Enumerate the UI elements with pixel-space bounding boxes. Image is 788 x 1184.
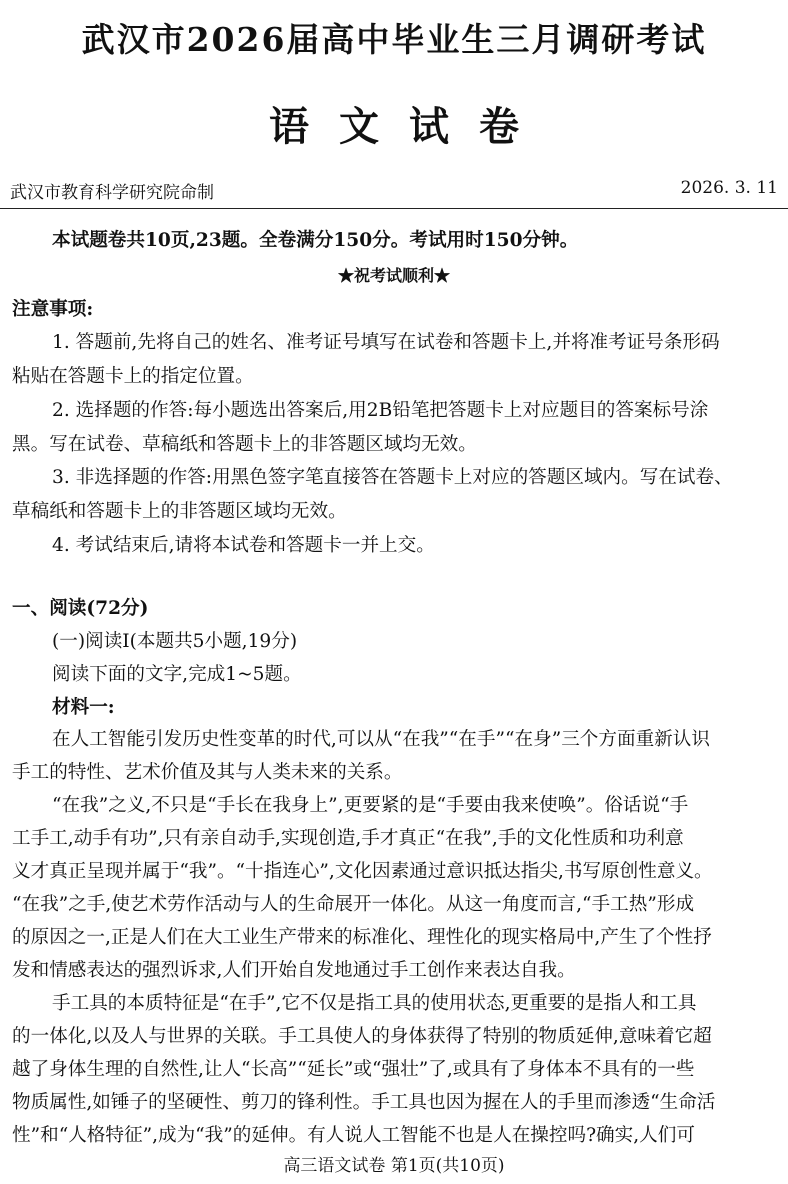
exam-info: 本试题卷共10页,23题。全卷满分150分。考试用时150分钟。 bbox=[52, 230, 579, 251]
notes-line: 3. 非选择题的作答:用黑色签字笔直接答在答题卡上对应的答题区域内。写在试卷、 bbox=[52, 467, 733, 488]
header-divider bbox=[0, 208, 788, 209]
section-subheading: (一)阅读Ⅰ(本题共5小题,19分) bbox=[52, 631, 298, 652]
passage-line: 手工的特性、艺术价值及其与人类未来的关系。 bbox=[12, 762, 403, 783]
notes-line: 草稿纸和答题卡上的非答题区域均无效。 bbox=[12, 501, 347, 522]
passage-line: 在人工智能引发历史性变革的时代,可以从“在我”“在手”“在身”三个方面重新认识 bbox=[52, 729, 710, 750]
notes-line: 4. 考试结束后,请将本试卷和答题卡一并上交。 bbox=[52, 535, 435, 556]
notes-line: 黑。写在试卷、草稿纸和答题卡上的非答题区域均无效。 bbox=[12, 434, 477, 455]
material-label: 材料一: bbox=[52, 697, 115, 718]
notes-line: 粘贴在答题卡上的指定位置。 bbox=[12, 366, 254, 387]
notes-heading: 注意事项: bbox=[12, 299, 94, 320]
passage-line: 工手工,动手有功”,只有亲自动手,实现创造,手才真正“在我”,手的文化性质和功利意 bbox=[12, 828, 684, 849]
passage-line: 发和情感表达的强烈诉求,人们开始自发地通过手工创作来表达自我。 bbox=[12, 960, 576, 981]
passage-line: 越了身体生理的自然性,让人“长高”“延长”或“强壮”了,或具有了身体本不具有的一些 bbox=[12, 1059, 695, 1080]
issuer-row bbox=[10, 178, 778, 203]
passage-line: 的一体化,以及人与世界的关联。手工具使人的身体获得了特别的物质延伸,意味着它超 bbox=[12, 1026, 712, 1047]
notes-line: 2. 选择题的作答:每小题选出答案后,用2B铅笔把答题卡上对应题目的答案标号涂 bbox=[52, 400, 709, 421]
blessing: ★祝考试顺利★ bbox=[337, 266, 450, 285]
issuer: 武汉市教育科学研究院命制 bbox=[10, 183, 214, 203]
passage-line: 手工具的本质特征是“在手”,它不仅是指工具的使用状态,更重要的是指人和工具 bbox=[52, 993, 697, 1014]
passage-line: “在我”之义,不只是“手长在我身上”,更要紧的是“手要由我来使唤”。俗话说“手 bbox=[52, 795, 689, 816]
passage-line: 的原因之一,正是人们在大工业生产带来的标准化、理性化的现实格局中,产生了个性抒 bbox=[12, 927, 712, 948]
subject-title: 语文试卷 bbox=[269, 103, 549, 150]
exam-main-title: 武汉市2026届高中毕业生三月调研考试 bbox=[81, 20, 707, 59]
passage-line: “在我”之手,使艺术劳作活动与人的生命展开一体化。从这一角度而言,“手工热”形成 bbox=[12, 894, 695, 915]
passage-line: 义才真正呈现并属于“我”。“十指连心”,文化因素通过意识抵达指尖,书写原创性意义。 bbox=[12, 861, 713, 882]
exam-date: 2026. 3. 11 bbox=[680, 178, 778, 198]
page-footer: 高三语文试卷 第1页(共10页) bbox=[283, 1156, 505, 1176]
passage-line: 物质属性,如锤子的坚硬性、剪刀的锋利性。手工具也因为握在人的手里而渗透“生命活 bbox=[12, 1092, 716, 1113]
section-heading: 一、阅读(72分) bbox=[12, 598, 149, 619]
notes-line: 1. 答题前,先将自己的姓名、准考证号填写在试卷和答题卡上,并将准考证号条形码 bbox=[52, 332, 720, 353]
section-instruction: 阅读下面的文字,完成1~5题。 bbox=[52, 664, 302, 685]
passage-line: 性”和“人格特征”,成为“我”的延伸。有人说人工智能不也是人在操控吗?确实,人们可 bbox=[12, 1125, 695, 1146]
